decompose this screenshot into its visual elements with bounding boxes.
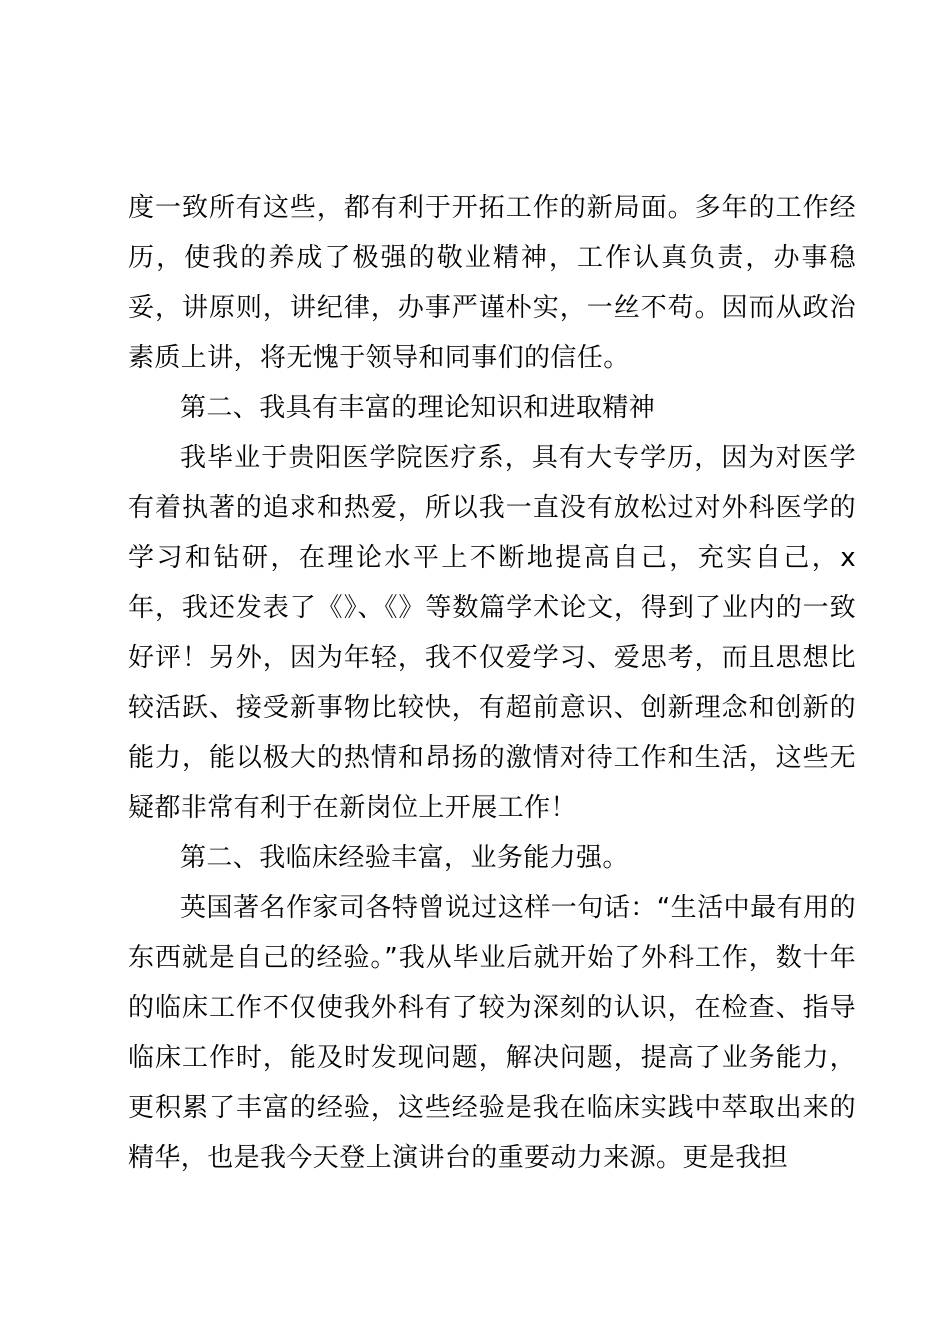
section-heading-theory-knowledge: 第二、我具有丰富的理论知识和进取精神 — [180, 393, 656, 423]
paragraph-continuation: 度一致所有这些，都有利于开拓工作的新局面。多年的工作经历，使我的养成了极强的敬业精神，工作认真负责，办事稳妥，讲原则，讲纪律，办事严谨朴实，一丝不苟。因而从政治素质上讲，将无愧于领导和同事们的信任。 — [128, 193, 856, 373]
paragraph-experience: 英国著名作家司各特曾说过这样一句话：“生活中最有用的东西就是自己的经验。”我从毕业后就开始了外科工作，数十年的临床工作不仅使我外科有了较为深刻的认识，在检查、指导临床工作时，能及时发现问题，解决问题，提高了业务能力，更积累了丰富的经验，这些经验是我在临床实践中萃取出来的精华，也是我今天登上演讲台的重要动力来源。更是我担 — [128, 893, 856, 1173]
section-heading-clinical-experience: 第二、我临床经验丰富，业务能力强。 — [180, 843, 629, 873]
document-body — [128, 183, 856, 1183]
paragraph-education: 我毕业于贵阳医学院医疗系，具有大专学历，因为对医学有着执著的追求和热爱，所以我一直没有放松过对外科医学的学习和钻研，在理论水平上不断地提高自己，充实自己，x年，我还发表了《》、《》等数篇学术论文，得到了业内的一致好评！另外，因为年轻，我不仅爱学习、爱思考，而且思想比较活跃、接受新事物比较快，有超前意识、创新理念和创新的能力，能以极大的热情和昂扬的激情对待工作和生活，这些无疑都非常有利于在新岗位上开展工作！ — [128, 443, 856, 823]
